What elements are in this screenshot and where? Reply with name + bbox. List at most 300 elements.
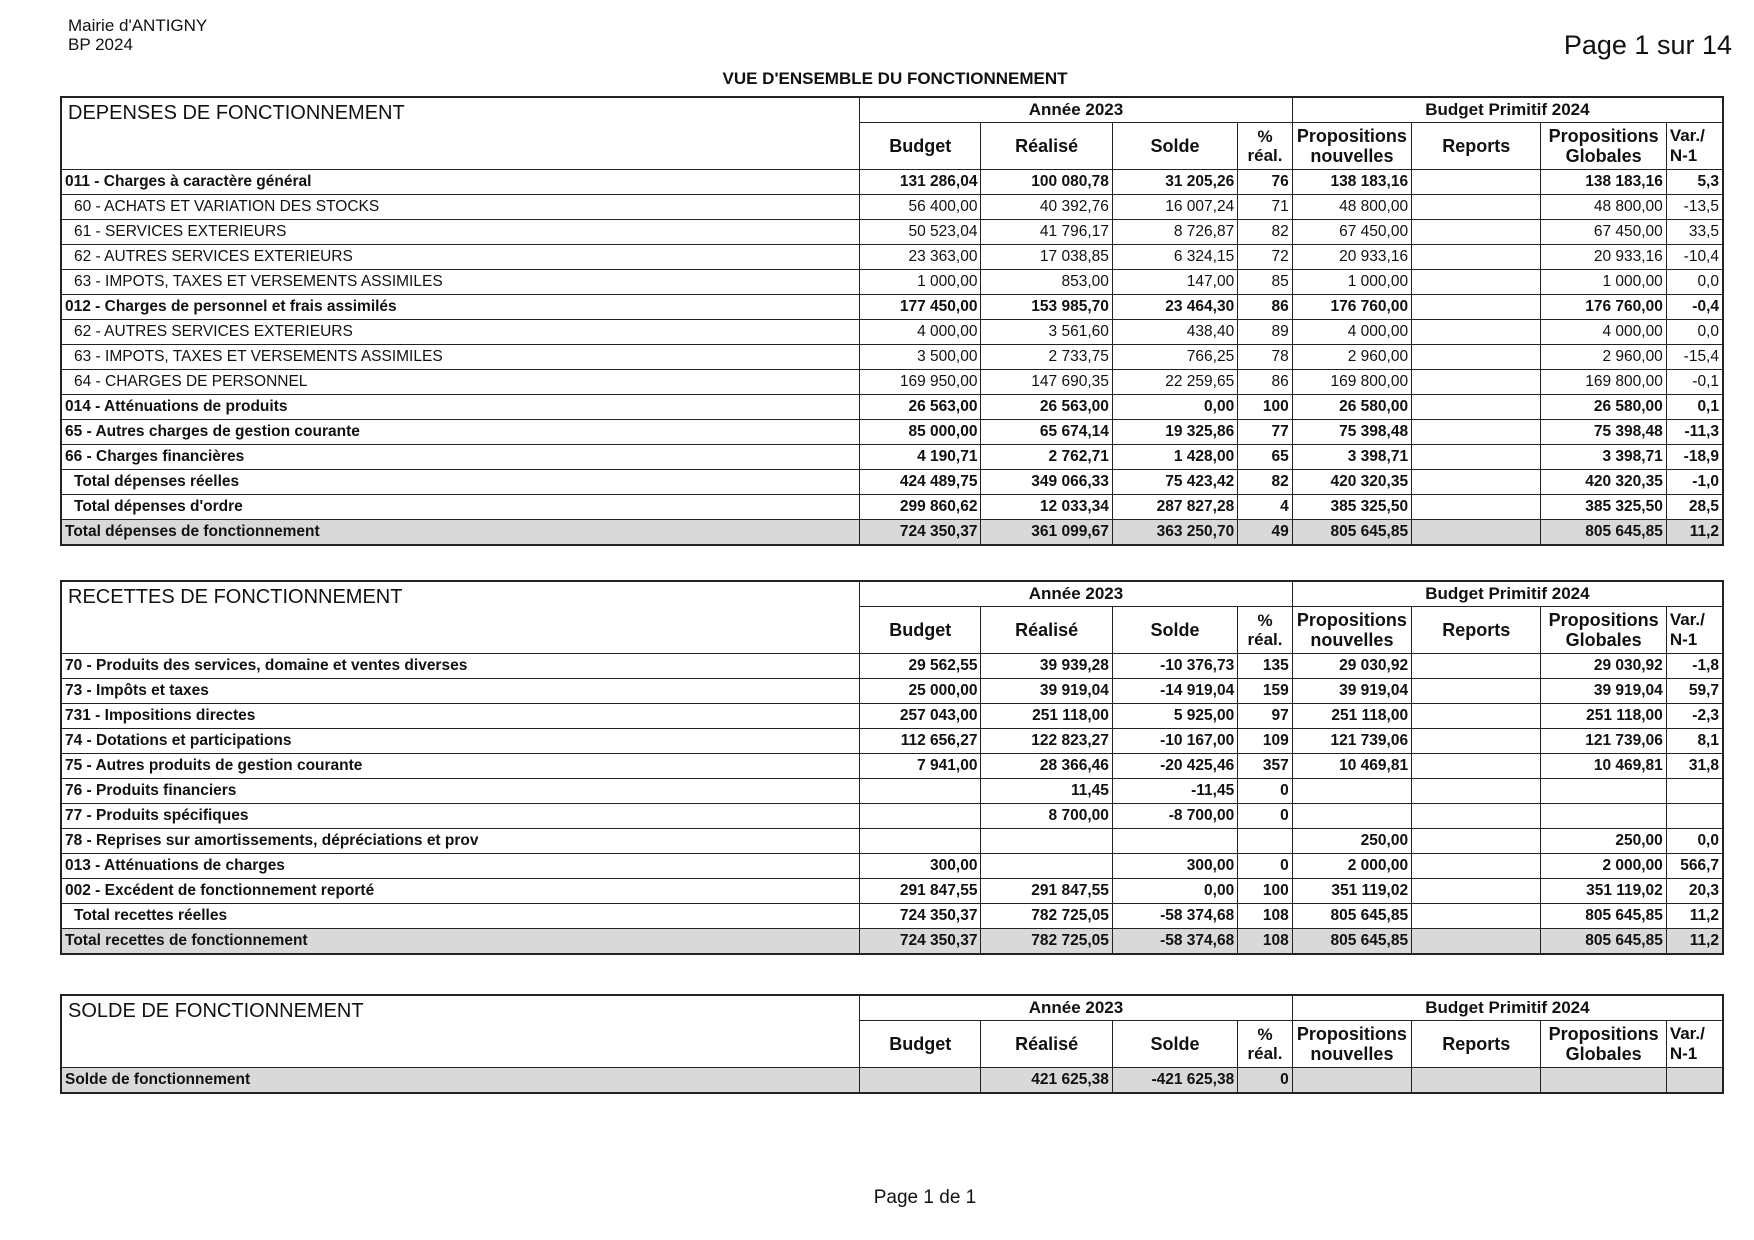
cell-glob: 351 119,02 <box>1541 879 1666 904</box>
cell-realise: 421 625,38 <box>981 1068 1112 1094</box>
row-label: 65 - Autres charges de gestion courante <box>61 420 860 445</box>
cell-prop: 3 398,71 <box>1292 445 1411 470</box>
cell-budget: 724 350,37 <box>860 520 981 546</box>
table-row <box>61 520 1723 546</box>
row-label: 78 - Reprises sur amortissements, dépréciations et prov <box>61 829 860 854</box>
cell-prop: 75 398,48 <box>1292 420 1411 445</box>
cell-var: 11,2 <box>1666 929 1723 955</box>
row-label: 002 - Excédent de fonctionnement reporté <box>61 879 860 904</box>
col-header-propositions: Propositions nouvelles <box>1292 1021 1411 1068</box>
row-label: 66 - Charges financières <box>61 445 860 470</box>
table-row <box>61 370 1723 395</box>
cell-glob: 176 760,00 <box>1541 295 1666 320</box>
table-row <box>61 804 1723 829</box>
cell-var: -11,3 <box>1666 420 1723 445</box>
cell-realise <box>981 854 1112 879</box>
cell-glob: 250,00 <box>1541 829 1666 854</box>
cell-glob: 10 469,81 <box>1541 754 1666 779</box>
cell-glob: 3 398,71 <box>1541 445 1666 470</box>
cell-solde <box>1112 829 1237 854</box>
cell-solde: 363 250,70 <box>1112 520 1237 546</box>
row-label: 013 - Atténuations de charges <box>61 854 860 879</box>
cell-realise: 40 392,76 <box>981 195 1112 220</box>
cell-glob: 251 118,00 <box>1541 704 1666 729</box>
table-row <box>61 829 1723 854</box>
cell-prop: 1 000,00 <box>1292 270 1411 295</box>
cell-prop: 2 000,00 <box>1292 854 1411 879</box>
cell-realise: 853,00 <box>981 270 1112 295</box>
cell-var: 59,7 <box>1666 679 1723 704</box>
cell-prop: 121 739,06 <box>1292 729 1411 754</box>
cell-solde: 287 827,28 <box>1112 495 1237 520</box>
cell-budget: 177 450,00 <box>860 295 981 320</box>
cell-reports <box>1412 445 1541 470</box>
document-header <box>68 16 207 54</box>
row-label: 63 - IMPOTS, TAXES ET VERSEMENTS ASSIMILES <box>61 270 860 295</box>
cell-prop: 48 800,00 <box>1292 195 1411 220</box>
row-label: 75 - Autres produits de gestion courante <box>61 754 860 779</box>
cell-pct: 100 <box>1238 879 1293 904</box>
recettes-table <box>60 580 1724 955</box>
cell-realise: 41 796,17 <box>981 220 1112 245</box>
col-header-realise: Réalisé <box>981 1021 1112 1068</box>
col-header-reports: Reports <box>1412 123 1541 170</box>
cell-solde: -421 625,38 <box>1112 1068 1237 1094</box>
group-header-2023: Année 2023 <box>860 581 1293 607</box>
cell-var: 566,7 <box>1666 854 1723 879</box>
cell-pct: 4 <box>1238 495 1293 520</box>
cell-glob: 26 580,00 <box>1541 395 1666 420</box>
cell-reports <box>1412 754 1541 779</box>
cell-var: -10,4 <box>1666 245 1723 270</box>
cell-solde: 0,00 <box>1112 879 1237 904</box>
cell-budget: 85 000,00 <box>860 420 981 445</box>
col-header-var: Var./ N-1 <box>1666 123 1723 170</box>
cell-solde: 6 324,15 <box>1112 245 1237 270</box>
cell-solde: 5 925,00 <box>1112 704 1237 729</box>
table-row <box>61 729 1723 754</box>
cell-solde: 1 428,00 <box>1112 445 1237 470</box>
cell-glob: 805 645,85 <box>1541 904 1666 929</box>
cell-realise: 361 099,67 <box>981 520 1112 546</box>
cell-reports <box>1412 320 1541 345</box>
table-row <box>61 420 1723 445</box>
page-title: VUE D'ENSEMBLE DU FONCTIONNEMENT <box>722 69 1068 88</box>
cell-realise: 11,45 <box>981 779 1112 804</box>
cell-pct: 0 <box>1238 804 1293 829</box>
cell-budget: 4 000,00 <box>860 320 981 345</box>
cell-glob: 39 919,04 <box>1541 679 1666 704</box>
cell-realise: 100 080,78 <box>981 170 1112 195</box>
organization-name: Mairie d'ANTIGNY <box>68 16 208 35</box>
cell-glob <box>1541 804 1666 829</box>
col-header-pct: % réal. <box>1238 1021 1293 1068</box>
table-row <box>61 220 1723 245</box>
group-header-2024: Budget Primitif 2024 <box>1292 581 1723 607</box>
cell-solde: 75 423,42 <box>1112 470 1237 495</box>
cell-prop: 138 183,16 <box>1292 170 1411 195</box>
cell-reports <box>1412 345 1541 370</box>
table-row <box>61 679 1723 704</box>
cell-glob: 4 000,00 <box>1541 320 1666 345</box>
cell-realise: 65 674,14 <box>981 420 1112 445</box>
col-header-propositions: Propositions nouvelles <box>1292 123 1411 170</box>
cell-var: 0,1 <box>1666 395 1723 420</box>
cell-realise: 17 038,85 <box>981 245 1112 270</box>
cell-glob: 805 645,85 <box>1541 520 1666 546</box>
cell-budget: 299 860,62 <box>860 495 981 520</box>
cell-var: 5,3 <box>1666 170 1723 195</box>
row-label: Total dépenses d'ordre <box>61 495 860 520</box>
cell-prop: 351 119,02 <box>1292 879 1411 904</box>
col-header-solde: Solde <box>1112 123 1237 170</box>
row-label: Total dépenses réelles <box>61 470 860 495</box>
cell-prop: 20 933,16 <box>1292 245 1411 270</box>
cell-prop: 4 000,00 <box>1292 320 1411 345</box>
row-label: 012 - Charges de personnel et frais assimilés <box>61 295 860 320</box>
cell-prop: 805 645,85 <box>1292 904 1411 929</box>
row-label: 731 - Impositions directes <box>61 704 860 729</box>
cell-reports <box>1412 904 1541 929</box>
cell-var: 28,5 <box>1666 495 1723 520</box>
cell-pct: 108 <box>1238 929 1293 955</box>
cell-budget: 4 190,71 <box>860 445 981 470</box>
cell-solde: 16 007,24 <box>1112 195 1237 220</box>
cell-reports <box>1412 520 1541 546</box>
cell-realise: 12 033,34 <box>981 495 1112 520</box>
depenses-table <box>60 96 1724 546</box>
solde-table <box>60 994 1724 1094</box>
cell-glob: 138 183,16 <box>1541 170 1666 195</box>
cell-realise: 122 823,27 <box>981 729 1112 754</box>
cell-pct: 82 <box>1238 220 1293 245</box>
cell-reports <box>1412 929 1541 955</box>
row-label: 77 - Produits spécifiques <box>61 804 860 829</box>
cell-solde: 19 325,86 <box>1112 420 1237 445</box>
col-header-var: Var./ N-1 <box>1666 607 1723 654</box>
col-header-globales: Propositions Globales <box>1541 123 1666 170</box>
cell-budget: 424 489,75 <box>860 470 981 495</box>
cell-budget: 56 400,00 <box>860 195 981 220</box>
cell-pct: 97 <box>1238 704 1293 729</box>
cell-pct: 85 <box>1238 270 1293 295</box>
cell-budget: 29 562,55 <box>860 654 981 679</box>
cell-glob: 385 325,50 <box>1541 495 1666 520</box>
cell-realise: 251 118,00 <box>981 704 1112 729</box>
cell-realise: 349 066,33 <box>981 470 1112 495</box>
cell-realise: 782 725,05 <box>981 904 1112 929</box>
col-header-budget: Budget <box>860 1021 981 1068</box>
cell-reports <box>1412 829 1541 854</box>
cell-var: 8,1 <box>1666 729 1723 754</box>
cell-prop <box>1292 1068 1411 1094</box>
col-header-pct: % réal. <box>1238 607 1293 654</box>
table-row <box>61 854 1723 879</box>
row-label: 76 - Produits financiers <box>61 779 860 804</box>
cell-prop: 67 450,00 <box>1292 220 1411 245</box>
cell-prop: 420 320,35 <box>1292 470 1411 495</box>
cell-prop: 10 469,81 <box>1292 754 1411 779</box>
cell-solde: -10 376,73 <box>1112 654 1237 679</box>
cell-pct: 0 <box>1238 854 1293 879</box>
cell-prop: 29 030,92 <box>1292 654 1411 679</box>
cell-pct: 0 <box>1238 1068 1293 1094</box>
cell-solde: 23 464,30 <box>1112 295 1237 320</box>
cell-pct: 108 <box>1238 904 1293 929</box>
cell-var: 11,2 <box>1666 904 1723 929</box>
table-row <box>61 929 1723 955</box>
cell-var: -0,4 <box>1666 295 1723 320</box>
row-label: 62 - AUTRES SERVICES EXTERIEURS <box>61 245 860 270</box>
cell-budget <box>860 1068 981 1094</box>
cell-realise: 39 919,04 <box>981 679 1112 704</box>
cell-prop <box>1292 779 1411 804</box>
row-label: 70 - Produits des services, domaine et ventes diverses <box>61 654 860 679</box>
cell-pct: 109 <box>1238 729 1293 754</box>
cell-solde: -11,45 <box>1112 779 1237 804</box>
cell-solde: 300,00 <box>1112 854 1237 879</box>
cell-prop: 26 580,00 <box>1292 395 1411 420</box>
cell-reports <box>1412 654 1541 679</box>
row-label: 74 - Dotations et participations <box>61 729 860 754</box>
group-header-2024: Budget Primitif 2024 <box>1292 97 1723 123</box>
cell-budget: 1 000,00 <box>860 270 981 295</box>
cell-reports <box>1412 220 1541 245</box>
col-header-realise: Réalisé <box>981 607 1112 654</box>
cell-var: -2,3 <box>1666 704 1723 729</box>
cell-solde: -8 700,00 <box>1112 804 1237 829</box>
cell-solde: 0,00 <box>1112 395 1237 420</box>
cell-solde: 22 259,65 <box>1112 370 1237 395</box>
table-row <box>61 654 1723 679</box>
cell-realise: 291 847,55 <box>981 879 1112 904</box>
cell-budget: 724 350,37 <box>860 929 981 955</box>
cell-solde: -14 919,04 <box>1112 679 1237 704</box>
cell-budget: 112 656,27 <box>860 729 981 754</box>
cell-glob: 805 645,85 <box>1541 929 1666 955</box>
cell-realise: 782 725,05 <box>981 929 1112 955</box>
cell-prop: 169 800,00 <box>1292 370 1411 395</box>
cell-realise: 26 563,00 <box>981 395 1112 420</box>
cell-pct: 135 <box>1238 654 1293 679</box>
cell-realise: 8 700,00 <box>981 804 1112 829</box>
cell-budget <box>860 804 981 829</box>
cell-glob: 67 450,00 <box>1541 220 1666 245</box>
col-header-realise: Réalisé <box>981 123 1112 170</box>
col-header-budget: Budget <box>860 123 981 170</box>
cell-solde: 438,40 <box>1112 320 1237 345</box>
row-label: 011 - Charges à caractère général <box>61 170 860 195</box>
cell-var: -15,4 <box>1666 345 1723 370</box>
page-indicator-bottom: Page 1 de 1 <box>873 1187 977 1208</box>
cell-realise: 2 762,71 <box>981 445 1112 470</box>
cell-reports <box>1412 195 1541 220</box>
cell-reports <box>1412 245 1541 270</box>
cell-pct: 89 <box>1238 320 1293 345</box>
cell-var <box>1666 804 1723 829</box>
cell-var: -0,1 <box>1666 370 1723 395</box>
cell-glob: 20 933,16 <box>1541 245 1666 270</box>
cell-reports <box>1412 879 1541 904</box>
cell-reports <box>1412 420 1541 445</box>
cell-var: -13,5 <box>1666 195 1723 220</box>
cell-budget: 724 350,37 <box>860 904 981 929</box>
row-label: 62 - AUTRES SERVICES EXTERIEURS <box>61 320 860 345</box>
row-label: Total recettes de fonctionnement <box>61 929 860 955</box>
cell-glob: 2 000,00 <box>1541 854 1666 879</box>
cell-reports <box>1412 270 1541 295</box>
cell-solde: -10 167,00 <box>1112 729 1237 754</box>
cell-reports <box>1412 779 1541 804</box>
cell-prop: 250,00 <box>1292 829 1411 854</box>
cell-pct: 82 <box>1238 470 1293 495</box>
cell-realise: 39 939,28 <box>981 654 1112 679</box>
cell-budget: 26 563,00 <box>860 395 981 420</box>
cell-realise: 147 690,35 <box>981 370 1112 395</box>
cell-glob: 169 800,00 <box>1541 370 1666 395</box>
cell-glob: 2 960,00 <box>1541 345 1666 370</box>
cell-var: 0,0 <box>1666 320 1723 345</box>
row-label: 014 - Atténuations de produits <box>61 395 860 420</box>
cell-var: 0,0 <box>1666 829 1723 854</box>
cell-reports <box>1412 679 1541 704</box>
cell-budget: 50 523,04 <box>860 220 981 245</box>
cell-reports <box>1412 495 1541 520</box>
cell-realise: 2 733,75 <box>981 345 1112 370</box>
cell-var: 20,3 <box>1666 879 1723 904</box>
cell-budget: 25 000,00 <box>860 679 981 704</box>
table-row <box>61 195 1723 220</box>
cell-var: -1,0 <box>1666 470 1723 495</box>
cell-solde: 147,00 <box>1112 270 1237 295</box>
cell-glob: 29 030,92 <box>1541 654 1666 679</box>
table-row <box>61 395 1723 420</box>
cell-solde: 766,25 <box>1112 345 1237 370</box>
cell-reports <box>1412 854 1541 879</box>
table-row <box>61 779 1723 804</box>
cell-realise <box>981 829 1112 854</box>
cell-glob <box>1541 779 1666 804</box>
cell-var: 33,5 <box>1666 220 1723 245</box>
solde-section-title: SOLDE DE FONCTIONNEMENT <box>61 995 860 1068</box>
cell-prop <box>1292 804 1411 829</box>
cell-glob: 75 398,48 <box>1541 420 1666 445</box>
table-row <box>61 445 1723 470</box>
cell-prop: 39 919,04 <box>1292 679 1411 704</box>
cell-budget: 300,00 <box>860 854 981 879</box>
cell-var: 31,8 <box>1666 754 1723 779</box>
cell-pct: 357 <box>1238 754 1293 779</box>
cell-pct: 86 <box>1238 370 1293 395</box>
cell-budget <box>860 829 981 854</box>
cell-var <box>1666 1068 1723 1094</box>
cell-reports <box>1412 170 1541 195</box>
cell-reports <box>1412 370 1541 395</box>
cell-pct: 76 <box>1238 170 1293 195</box>
cell-var: -18,9 <box>1666 445 1723 470</box>
cell-prop: 2 960,00 <box>1292 345 1411 370</box>
row-label: Total recettes réelles <box>61 904 860 929</box>
cell-pct: 159 <box>1238 679 1293 704</box>
cell-pct: 71 <box>1238 195 1293 220</box>
group-header-2023: Année 2023 <box>860 995 1293 1021</box>
table-row <box>61 170 1723 195</box>
cell-pct <box>1238 829 1293 854</box>
cell-glob <box>1541 1068 1666 1094</box>
cell-reports <box>1412 470 1541 495</box>
row-label: Solde de fonctionnement <box>61 1068 860 1094</box>
row-label: 73 - Impôts et taxes <box>61 679 860 704</box>
cell-solde: 8 726,87 <box>1112 220 1237 245</box>
table-row <box>61 704 1723 729</box>
row-label: 61 - SERVICES EXTERIEURS <box>61 220 860 245</box>
group-header-2024: Budget Primitif 2024 <box>1292 995 1723 1021</box>
table-row <box>61 295 1723 320</box>
col-header-globales: Propositions Globales <box>1541 1021 1666 1068</box>
cell-prop: 385 325,50 <box>1292 495 1411 520</box>
cell-realise: 3 561,60 <box>981 320 1112 345</box>
cell-solde: 31 205,26 <box>1112 170 1237 195</box>
col-header-propositions: Propositions nouvelles <box>1292 607 1411 654</box>
cell-budget: 169 950,00 <box>860 370 981 395</box>
depenses-section-title: DEPENSES DE FONCTIONNEMENT <box>61 97 860 170</box>
cell-budget <box>860 779 981 804</box>
col-header-solde: Solde <box>1112 1021 1237 1068</box>
cell-pct: 49 <box>1238 520 1293 546</box>
cell-pct: 100 <box>1238 395 1293 420</box>
table-row <box>61 879 1723 904</box>
col-header-reports: Reports <box>1412 607 1541 654</box>
cell-realise: 28 366,46 <box>981 754 1112 779</box>
cell-solde: -20 425,46 <box>1112 754 1237 779</box>
cell-budget: 257 043,00 <box>860 704 981 729</box>
cell-prop: 805 645,85 <box>1292 520 1411 546</box>
col-header-solde: Solde <box>1112 607 1237 654</box>
cell-reports <box>1412 295 1541 320</box>
table-row <box>61 754 1723 779</box>
col-header-pct: % réal. <box>1238 123 1293 170</box>
cell-glob: 48 800,00 <box>1541 195 1666 220</box>
cell-pct: 65 <box>1238 445 1293 470</box>
table-row <box>61 345 1723 370</box>
cell-reports <box>1412 1068 1541 1094</box>
table-row <box>61 245 1723 270</box>
cell-prop: 251 118,00 <box>1292 704 1411 729</box>
cell-budget: 7 941,00 <box>860 754 981 779</box>
table-row <box>61 904 1723 929</box>
row-label: 64 - CHARGES DE PERSONNEL <box>61 370 860 395</box>
table-row <box>61 270 1723 295</box>
row-label: 60 - ACHATS ET VARIATION DES STOCKS <box>61 195 860 220</box>
cell-budget: 3 500,00 <box>860 345 981 370</box>
row-label: 63 - IMPOTS, TAXES ET VERSEMENTS ASSIMILES <box>61 345 860 370</box>
table-row <box>61 1068 1723 1094</box>
cell-reports <box>1412 704 1541 729</box>
table-row <box>61 495 1723 520</box>
cell-solde: -58 374,68 <box>1112 929 1237 955</box>
col-header-var: Var./ N-1 <box>1666 1021 1723 1068</box>
cell-glob: 1 000,00 <box>1541 270 1666 295</box>
cell-var <box>1666 779 1723 804</box>
col-header-reports: Reports <box>1412 1021 1541 1068</box>
table-row <box>61 320 1723 345</box>
cell-var: 0,0 <box>1666 270 1723 295</box>
cell-pct: 0 <box>1238 779 1293 804</box>
cell-budget: 23 363,00 <box>860 245 981 270</box>
cell-reports <box>1412 395 1541 420</box>
cell-glob: 121 739,06 <box>1541 729 1666 754</box>
cell-realise: 153 985,70 <box>981 295 1112 320</box>
